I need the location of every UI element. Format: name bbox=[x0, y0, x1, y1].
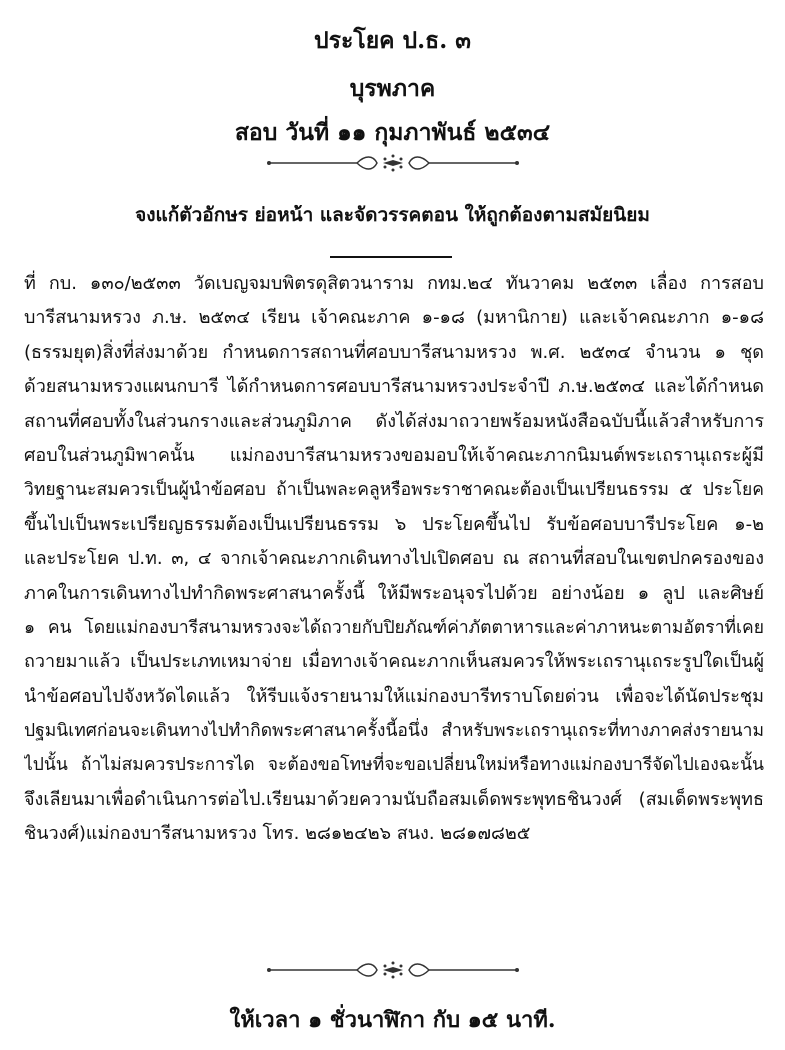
exam-passage bbox=[24, 267, 764, 852]
passage-line: จึงเลียนมาเพื่อดำเนินการต่อไป.เรียนมาด้วยความนับถือสมเด็ดพระพุทธชินวงศ์ (สมเด็ดพระพุทธ bbox=[24, 788, 764, 810]
passage-line: ขึ้นไปเป็นพระเปรียญธรรมต้องเป็นเปรียนธรรม ๖ ประโยคขึ้นไป รับข้อศอบบารีประโยค ๑-๒ bbox=[24, 513, 764, 535]
passage-line: นำข้อศอบไปจังหวัดไดแล้ว ให้รีบแจ้งรายนามให้แม่กองบารีทราบโดยด่วน เพื่อจะได้นัดประชุม bbox=[24, 685, 764, 707]
exam-date: สอบ วันที่ ๑๑ กุมภาพันธ์ ๒๕๓๔ bbox=[234, 119, 551, 146]
passage-line: ภาคในการเดินทางไปทำกิดพระศาสนาครั้งนี้ ให้มีพระอนุจรไปด้วย อย่างน้อย ๑ ลูป และศิษย์ bbox=[24, 582, 764, 604]
ornament-divider-top bbox=[265, 150, 521, 176]
section-title: บุรพภาค bbox=[349, 75, 436, 102]
passage-line: สถานที่ศอบทั้งในส่วนกรางและส่วนภูมิภาค ดังได้ส่งมาถวายพร้อมหนังสือฉบับนี้แล้วสำหรับการ bbox=[24, 410, 764, 432]
passage-line: บารีสนามหรวง ภ.ษ. ๒๕๓๔ เรียน เจ้าคณะภาค ๑-๑๘ (มหานิกาย) และเจ้าคณะภาก ๑-๑๘ bbox=[24, 307, 764, 329]
ornament-divider-bottom bbox=[265, 957, 521, 983]
passage-line: วิทยฐานะสมควรเป็นผู้นำข้อศอบ ถ้าเป็นพละคลูหรือพระราชาคณะต้องเป็นเปรียนธรรม ๕ ประโยค bbox=[24, 480, 764, 501]
time-allowed: ให้เวลา ๑ ชั่วนาฬิกา กับ ๑๕ นาที. bbox=[229, 1007, 556, 1033]
passage-line: ศอบในส่วนภูมิพาคนั้น แม่กองบารีสนามหรวงขอมอบให้เจ้าคณะภากนิมนต์พระเถรานุเถระผู้มี bbox=[24, 444, 764, 466]
passage-line: (ธรรมยุต)สิ่งที่ส่งมาด้วย กำหนดการสถานที่ศอบบารีสนามหรวง พ.ศ. ๒๕๓๔ จำนวน ๑ ชุด bbox=[24, 341, 764, 363]
horizontal-rule bbox=[330, 256, 452, 258]
passage-line: และประโยค ป.ท. ๓, ๔ จากเจ้าคณะภากเดินทางไปเปิดศอบ ณ สถานที่สอบในเขตปกครองของ bbox=[24, 548, 764, 570]
passage-line: ถวายมาแล้ว เป็นประเภทเหมาจ่าย เมื่อทางเจ้าคณะภากเห็นสมควรให้พระเถรานุเถระรูปใดเป็นผู้ bbox=[24, 651, 764, 673]
passage-line: ไปนั้น ถ้าไม่สมควรประการได จะต้องขอโทษที่จะขอเปลี่ยนใหม่หรือทางแม่กองบารีจัดไปเองฉะนั้น bbox=[24, 755, 764, 776]
passage-line: ชินวงศ์)แม่กองบารีสนามหรวง โทร. ๒๘๑๒๔๒๖ สนง. ๒๘๑๗๘๒๕ bbox=[24, 823, 531, 845]
instruction-text: จงแก้ตัวอักษร ย่อหน้า และจัดวรรคตอน ให้ถูกต้องตามสมัยนิยม bbox=[135, 204, 650, 226]
passage-line: ที่ กบ. ๑๓๐/๒๕๓๓ วัดเบญจมบพิตรดุสิตวนาราม กทม.๒๔ ทันวาคม ๒๕๓๓ เลื่อง การสอบ bbox=[24, 273, 764, 294]
exam-level-title: ประโยค ป.ธ. ๓ bbox=[314, 27, 471, 54]
passage-line: ปฐมนิเทศก่อนจะเดินทางไปทำกิดพระศาสนาครั้งนี้อนึ่ง สำหรับพระเถรานุเถระที่ทางภาคส่งรายนาม bbox=[24, 721, 764, 742]
passage-line: ๑ คน โดยแม่กองบารีสนามหรวงจะได้ถวายกับปิยภัณฑ์ค่าภัตตาหารและค่าภาหนะตามอัตราที่เคย bbox=[24, 617, 764, 638]
passage-line: ด้วยสนามหรวงแผนกบารี ได้กำหนดการศอบบารีสนามหรวงประจำปี ภ.ษ.๒๕๓๔ และได้กำหนด bbox=[24, 376, 764, 398]
